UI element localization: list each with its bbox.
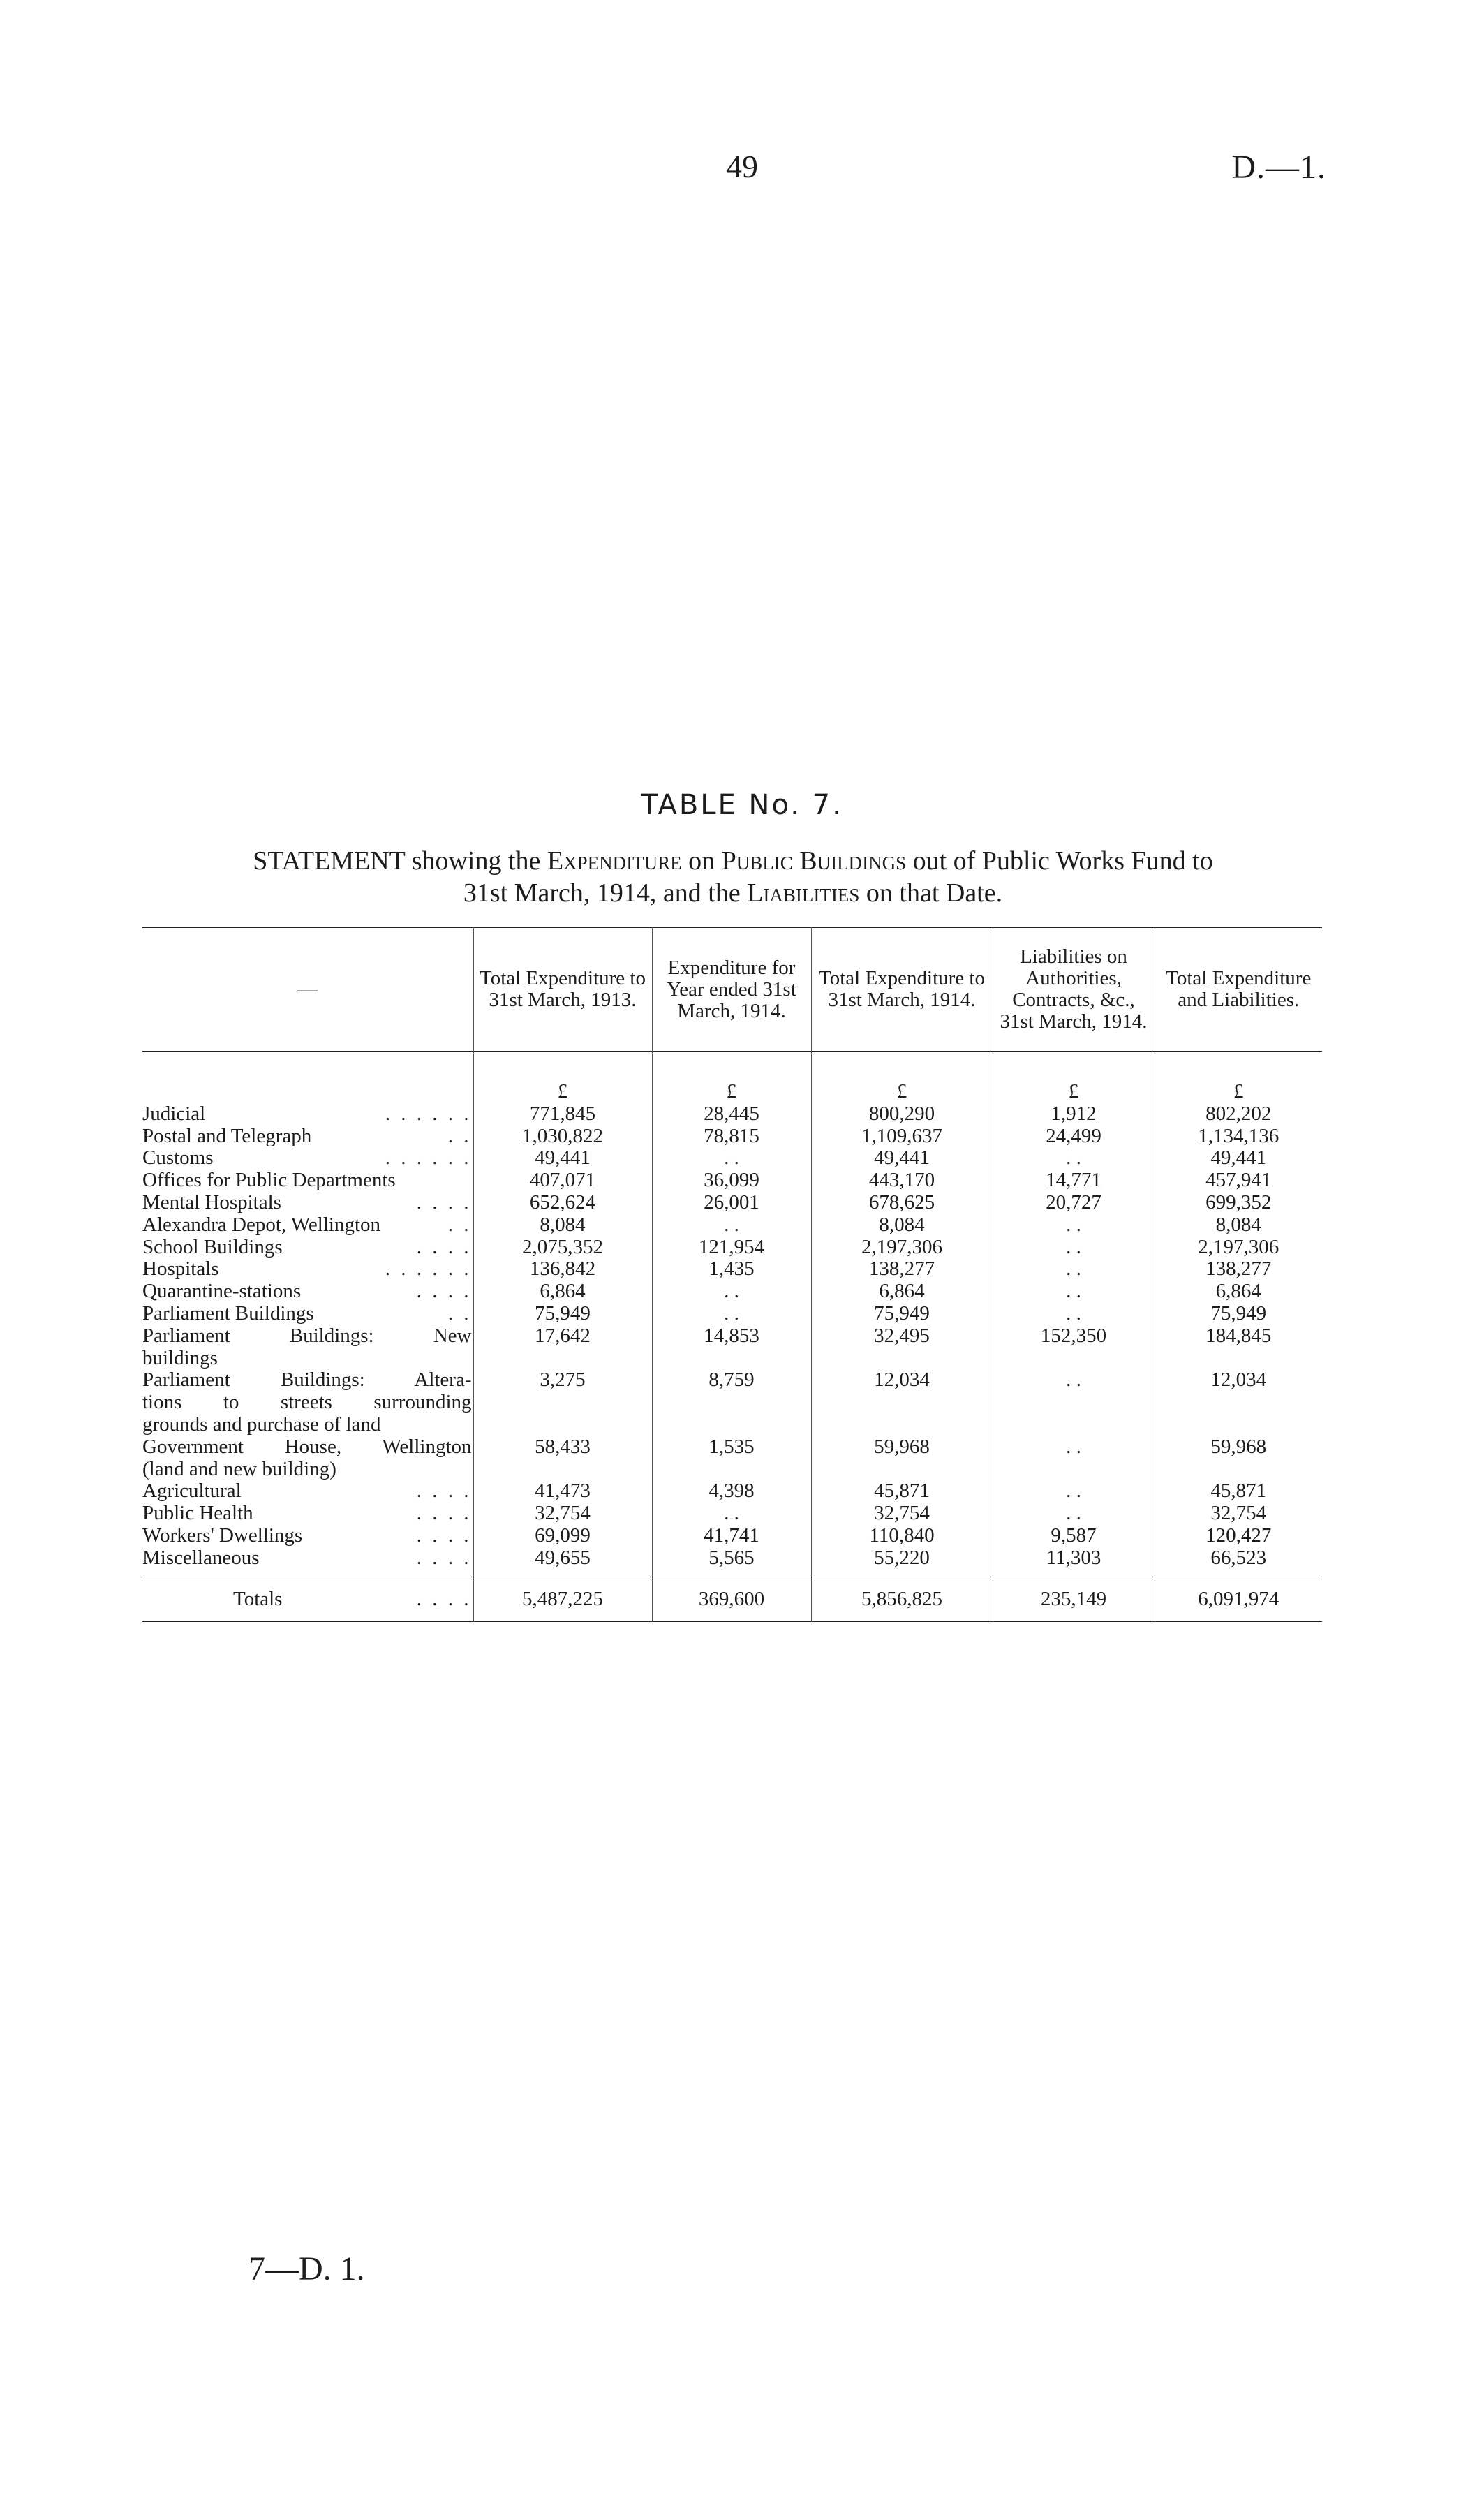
totals-row	[142, 1577, 1322, 1622]
table-row	[142, 1369, 1322, 1436]
row-value: 32,495	[811, 1325, 993, 1370]
unit-cell: £	[993, 1052, 1155, 1103]
row-value: . .	[993, 1369, 1155, 1436]
statement-text: 31st March, 1914, and the	[463, 878, 748, 908]
table-row	[142, 1258, 1322, 1281]
row-value: 8,084	[473, 1214, 652, 1237]
row-value: 6,864	[1155, 1281, 1322, 1303]
table-title: TABLE No. 7.	[641, 789, 843, 821]
row-value: 45,871	[1155, 1480, 1322, 1503]
row-label-text: Public Health	[142, 1502, 253, 1525]
row-label-text: Postal and Telegraph	[142, 1124, 312, 1147]
table-row	[142, 1214, 1322, 1237]
header-total-expenditure-liabilities: Total Expenditure and Liabilities.	[1155, 928, 1322, 1052]
row-value: 78,815	[652, 1126, 811, 1148]
table-row	[142, 1147, 1322, 1170]
row-value: 11,303	[993, 1547, 1155, 1570]
expenditure-table	[142, 927, 1322, 1622]
spacer-cell	[652, 1570, 811, 1577]
leader-dots: . . . .	[416, 1502, 472, 1525]
row-value: 55,220	[811, 1547, 993, 1570]
row-label	[142, 1214, 473, 1237]
row-value: 12,034	[1155, 1369, 1322, 1436]
header-liabilities-1914: Liabilities on Authorities, Contracts, &c., 31st March, 1914.	[993, 928, 1155, 1052]
statement-term: Public Buildings	[721, 846, 907, 876]
statement-text: STATEMENT showing the	[253, 846, 547, 876]
spacer-row	[142, 1570, 1322, 1577]
row-label-line: Government House, Wellington	[142, 1435, 472, 1458]
statement-term: Expenditure	[547, 846, 682, 876]
row-value: 6,864	[811, 1281, 993, 1303]
row-value: 6,864	[473, 1281, 652, 1303]
row-label	[142, 1525, 473, 1547]
row-value: 4,398	[652, 1480, 811, 1503]
row-label	[142, 1480, 473, 1503]
row-label-text: Hospitals	[142, 1258, 219, 1281]
statement-text: on	[681, 846, 722, 876]
row-label	[142, 1147, 473, 1170]
leader-dots: . . . . . .	[385, 1146, 472, 1170]
leader-dots: . . . . . .	[385, 1102, 472, 1125]
row-value: 58,433	[473, 1436, 652, 1481]
row-value: 457,941	[1155, 1170, 1322, 1192]
row-value: . .	[993, 1258, 1155, 1281]
row-value: 41,473	[473, 1480, 652, 1503]
row-value: 28,445	[652, 1103, 811, 1126]
row-value: 49,441	[473, 1147, 652, 1170]
row-value: 17,642	[473, 1325, 652, 1370]
row-value: 66,523	[1155, 1547, 1322, 1570]
row-label	[142, 1258, 473, 1281]
row-value: . .	[993, 1281, 1155, 1303]
row-value: 32,754	[811, 1503, 993, 1525]
row-value: . .	[993, 1303, 1155, 1325]
table-row	[142, 1103, 1322, 1126]
leader-dots: . . . .	[416, 1190, 472, 1214]
row-label-text: Offices for Public Departments	[142, 1169, 396, 1192]
row-label	[142, 1369, 473, 1436]
row-value: . .	[652, 1147, 811, 1170]
row-value: 120,427	[1155, 1525, 1322, 1547]
units-spacer	[142, 1052, 473, 1103]
table-row	[142, 1303, 1322, 1325]
row-label-line: tions to streets surrounding	[142, 1391, 472, 1414]
row-value: 652,624	[473, 1192, 652, 1214]
row-value: . .	[652, 1503, 811, 1525]
row-value: 1,109,637	[811, 1126, 993, 1148]
units-row	[142, 1052, 1322, 1103]
table-row	[142, 1547, 1322, 1570]
leader-dots: . . . .	[416, 1480, 472, 1503]
row-label-text: Mental Hospitals	[142, 1190, 281, 1214]
row-value: 14,771	[993, 1170, 1155, 1192]
row-value: 771,845	[473, 1103, 652, 1126]
totals-value: 5,856,825	[811, 1577, 993, 1622]
row-value: 802,202	[1155, 1103, 1322, 1126]
row-value: 36,099	[652, 1170, 811, 1192]
table-header-row	[142, 928, 1322, 1052]
statement-term: Liabilities	[747, 878, 860, 908]
row-label	[142, 1170, 473, 1192]
leader-dots: . .	[447, 1124, 472, 1147]
row-value: . .	[993, 1147, 1155, 1170]
leader-dots: . . . . . .	[385, 1258, 472, 1281]
row-value: 407,071	[473, 1170, 652, 1192]
row-value: 41,741	[652, 1525, 811, 1547]
leader-dots: . . . .	[416, 1280, 472, 1303]
row-value: 8,759	[652, 1369, 811, 1436]
row-label-text: Alexandra Depot, Wellington	[142, 1213, 381, 1236]
row-label-line: buildings	[142, 1346, 218, 1369]
table-row	[142, 1237, 1322, 1259]
table-row	[142, 1480, 1322, 1503]
totals-label	[142, 1577, 473, 1622]
row-value: 14,853	[652, 1325, 811, 1370]
row-value: 32,754	[1155, 1503, 1322, 1525]
row-value: . .	[652, 1214, 811, 1237]
row-value: 138,277	[1155, 1258, 1322, 1281]
header-label-column: —	[297, 978, 318, 1001]
leader-dots: . . . .	[416, 1235, 472, 1258]
row-value: 59,968	[811, 1436, 993, 1481]
row-value: 49,441	[1155, 1147, 1322, 1170]
row-value: 138,277	[811, 1258, 993, 1281]
statement-text: out of Public Works Fund to	[906, 846, 1213, 876]
row-value: 8,084	[811, 1214, 993, 1237]
row-value: 26,001	[652, 1192, 811, 1214]
table-row	[142, 1325, 1322, 1370]
statement-line-2	[142, 877, 1323, 909]
row-value: 8,084	[1155, 1214, 1322, 1237]
row-label-text: Parliament Buildings	[142, 1301, 314, 1325]
row-value: 121,954	[652, 1237, 811, 1259]
row-label	[142, 1281, 473, 1303]
header-expenditure-year-1914: Expenditure for Year ended 31st March, 1914.	[652, 928, 811, 1052]
row-value: 678,625	[811, 1192, 993, 1214]
row-value: . .	[652, 1281, 811, 1303]
row-value: 24,499	[993, 1126, 1155, 1148]
row-value: 20,727	[993, 1192, 1155, 1214]
leader-dots: . . . .	[416, 1546, 472, 1569]
row-value: 184,845	[1155, 1325, 1322, 1370]
row-value: 152,350	[993, 1325, 1155, 1370]
row-value: 1,912	[993, 1103, 1155, 1126]
row-label-line: (land and new building)	[142, 1457, 336, 1480]
statement-line-1	[142, 845, 1323, 877]
statement-text: on that Date.	[859, 878, 1003, 908]
row-label-line: Parliament Buildings: New	[142, 1324, 472, 1347]
row-value: 49,441	[811, 1147, 993, 1170]
header-total-expenditure-1914: Total Expenditure to 31st March, 1914.	[811, 928, 993, 1052]
row-value: 12,034	[811, 1369, 993, 1436]
row-label-text: School Buildings	[142, 1235, 283, 1258]
row-value: 59,968	[1155, 1436, 1322, 1481]
totals-label-text: Totals	[233, 1587, 283, 1610]
header-total-expenditure-1913: Total Expenditure to 31st March, 1913.	[473, 928, 652, 1052]
row-label-text: Judicial	[142, 1102, 206, 1125]
table-row	[142, 1525, 1322, 1547]
row-value: 2,075,352	[473, 1237, 652, 1259]
row-value: 5,565	[652, 1547, 811, 1570]
row-label-text: Quarantine-stations	[142, 1280, 302, 1303]
row-label	[142, 1126, 473, 1148]
row-value: 699,352	[1155, 1192, 1322, 1214]
row-value: 136,842	[473, 1258, 652, 1281]
row-value: . .	[993, 1214, 1155, 1237]
row-label-line: Parliament Buildings: Altera-	[142, 1369, 472, 1392]
row-label	[142, 1436, 473, 1481]
document-reference: D.—1.	[1231, 149, 1326, 186]
row-label	[142, 1237, 473, 1259]
row-value: 3,275	[473, 1369, 652, 1436]
row-label	[142, 1192, 473, 1214]
leader-dots: . . . .	[416, 1587, 472, 1610]
row-value: . .	[993, 1503, 1155, 1525]
row-label	[142, 1325, 473, 1370]
row-value: . .	[993, 1237, 1155, 1259]
row-value: 75,949	[811, 1303, 993, 1325]
row-value: 800,290	[811, 1103, 993, 1126]
row-value: 110,840	[811, 1525, 993, 1547]
leader-dots: . .	[447, 1301, 472, 1325]
footer-reference: 7—D. 1.	[248, 2250, 365, 2287]
row-value: 45,871	[811, 1480, 993, 1503]
row-value: 2,197,306	[811, 1237, 993, 1259]
row-value: 69,099	[473, 1525, 652, 1547]
statement-heading	[142, 845, 1323, 909]
row-value: 1,535	[652, 1436, 811, 1481]
row-value: 75,949	[1155, 1303, 1322, 1325]
row-label-text: Workers' Dwellings	[142, 1524, 303, 1547]
row-value: 49,655	[473, 1547, 652, 1570]
page-number: 49	[726, 149, 758, 184]
spacer-cell	[811, 1570, 993, 1577]
table-row	[142, 1192, 1322, 1214]
row-value: . .	[993, 1480, 1155, 1503]
row-label-text: Miscellaneous	[142, 1546, 260, 1569]
table-row	[142, 1170, 1322, 1192]
spacer-cell	[473, 1570, 652, 1577]
row-value: 1,030,822	[473, 1126, 652, 1148]
table-row	[142, 1503, 1322, 1525]
row-label	[142, 1547, 473, 1570]
row-value: 32,754	[473, 1503, 652, 1525]
row-value: 2,197,306	[1155, 1237, 1322, 1259]
row-label-text: Agricultural	[142, 1480, 242, 1503]
leader-dots: . . . .	[416, 1524, 472, 1547]
totals-value: 235,149	[993, 1577, 1155, 1622]
row-value: 443,170	[811, 1170, 993, 1192]
unit-cell: £	[1155, 1052, 1322, 1103]
row-value: 1,435	[652, 1258, 811, 1281]
spacer-cell	[1155, 1570, 1322, 1577]
table-row	[142, 1436, 1322, 1481]
row-value: 75,949	[473, 1303, 652, 1325]
row-value: 1,134,136	[1155, 1126, 1322, 1148]
table-row	[142, 1126, 1322, 1148]
unit-cell: £	[811, 1052, 993, 1103]
unit-cell: £	[652, 1052, 811, 1103]
row-label	[142, 1103, 473, 1126]
spacer-cell	[993, 1570, 1155, 1577]
row-label-line: grounds and purchase of land	[142, 1413, 381, 1436]
totals-value: 5,487,225	[473, 1577, 652, 1622]
row-value: 9,587	[993, 1525, 1155, 1547]
totals-value: 6,091,974	[1155, 1577, 1322, 1622]
spacer-cell	[142, 1570, 473, 1577]
totals-value: 369,600	[652, 1577, 811, 1622]
leader-dots: . .	[447, 1213, 472, 1236]
row-label	[142, 1503, 473, 1525]
row-value: . .	[652, 1303, 811, 1325]
row-label-text: Customs	[142, 1146, 214, 1170]
unit-cell: £	[473, 1052, 652, 1103]
row-value: . .	[993, 1436, 1155, 1481]
row-label	[142, 1303, 473, 1325]
table-row	[142, 1281, 1322, 1303]
